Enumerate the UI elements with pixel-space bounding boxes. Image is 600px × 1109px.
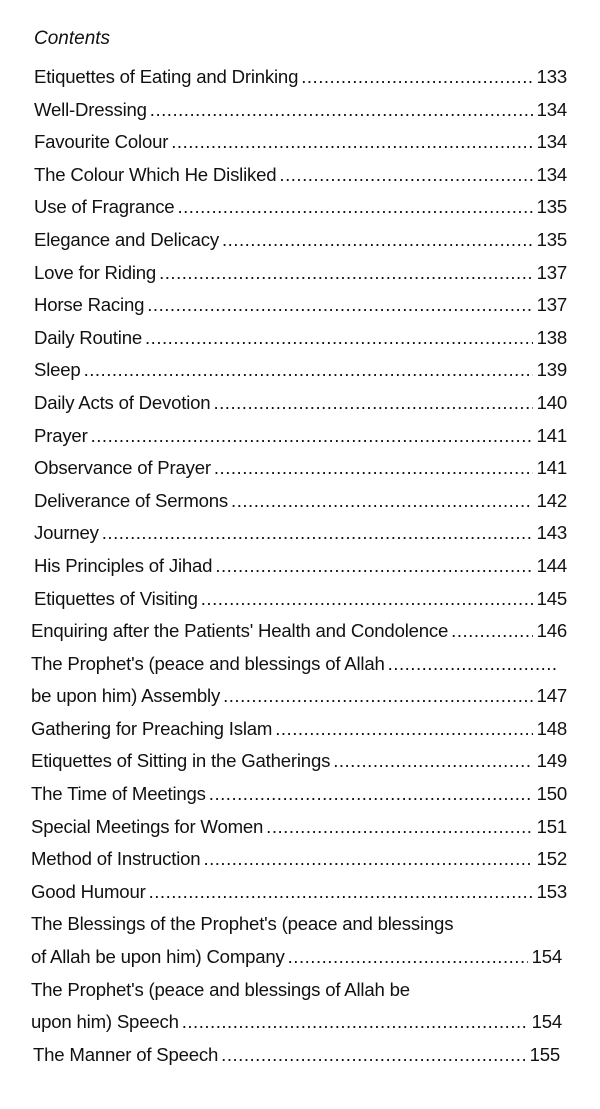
toc-entry-page-number: 139 bbox=[536, 359, 567, 381]
toc-entry-title: His Principles of Jihad bbox=[34, 554, 213, 576]
toc-entry bbox=[0, 159, 567, 192]
dot-leader bbox=[279, 159, 532, 192]
toc-entry bbox=[0, 843, 567, 876]
toc-entry bbox=[0, 615, 567, 648]
dot-leader bbox=[159, 257, 532, 290]
toc-entry-title: Well-Dressing bbox=[34, 98, 147, 120]
dot-leader bbox=[209, 778, 533, 811]
toc-entry bbox=[0, 583, 567, 616]
dot-leader bbox=[223, 680, 532, 713]
toc-entry bbox=[0, 1039, 560, 1072]
toc-entry-page-number: 135 bbox=[536, 196, 567, 218]
toc-entry-title: Use of Fragrance bbox=[34, 196, 175, 218]
toc-entry bbox=[0, 550, 567, 583]
toc-entry-title: The Manner of Speech bbox=[33, 1043, 219, 1065]
toc-entry bbox=[0, 974, 540, 1007]
toc-entry-page-number: 150 bbox=[536, 783, 567, 805]
toc-entry-page-number: 151 bbox=[536, 815, 567, 837]
dot-leader bbox=[388, 648, 556, 681]
toc-entry-title: Horse Racing bbox=[34, 294, 145, 316]
dot-leader bbox=[171, 126, 532, 159]
toc-entry-title: The Prophet's (peace and blessings of Allah be bbox=[31, 978, 410, 1000]
toc-entry-page-number: 134 bbox=[536, 98, 567, 120]
toc-entry bbox=[0, 648, 556, 681]
toc-entry bbox=[0, 778, 567, 811]
dot-leader bbox=[266, 811, 532, 844]
dot-leader bbox=[147, 289, 532, 322]
toc-entry-page-number: 144 bbox=[536, 554, 567, 576]
toc-entry bbox=[0, 517, 567, 550]
toc-entry-title: Good Humour bbox=[31, 880, 146, 902]
toc-entry-title: Etiquettes of Eating and Drinking bbox=[34, 66, 299, 87]
dot-leader bbox=[84, 354, 533, 387]
dot-leader bbox=[150, 94, 533, 127]
toc-entry bbox=[0, 322, 567, 355]
table-of-contents bbox=[0, 61, 600, 1071]
dot-leader bbox=[275, 713, 532, 746]
toc-entry-title: Daily Acts of Devotion bbox=[34, 391, 211, 413]
toc-entry bbox=[0, 94, 567, 127]
toc-entry-title: be upon him) Assembly bbox=[31, 685, 221, 707]
toc-entry-title: Method of Instruction bbox=[31, 848, 201, 870]
toc-entry bbox=[0, 452, 567, 485]
toc-entry bbox=[0, 61, 567, 94]
toc-entry-page-number: 155 bbox=[529, 1043, 560, 1065]
toc-entry-title: The Prophet's (peace and blessings of Allah bbox=[31, 652, 385, 674]
toc-entry-page-number: 154 bbox=[531, 1011, 562, 1033]
toc-entry bbox=[0, 485, 567, 518]
toc-entry bbox=[0, 420, 567, 453]
dot-leader bbox=[91, 420, 533, 453]
toc-entry bbox=[0, 387, 567, 420]
dot-leader bbox=[203, 843, 532, 876]
toc-entry-title: The Time of Meetings bbox=[31, 783, 206, 805]
toc-entry-page-number: 141 bbox=[536, 457, 567, 479]
toc-entry-title: of Allah be upon him) Company bbox=[31, 946, 285, 968]
toc-entry-page-number: 141 bbox=[536, 424, 567, 446]
toc-entry-page-number: 152 bbox=[536, 848, 567, 870]
toc-entry-page-number: 148 bbox=[536, 717, 567, 739]
dot-leader bbox=[288, 941, 528, 974]
toc-entry bbox=[0, 224, 567, 257]
toc-entry-title: The Colour Which He Disliked bbox=[34, 163, 277, 185]
toc-entry bbox=[0, 191, 567, 224]
contents-heading: Contents bbox=[34, 28, 111, 49]
toc-entry-title: Etiquettes of Visiting bbox=[34, 587, 198, 609]
dot-leader bbox=[102, 517, 533, 550]
toc-entry-title: Love for Riding bbox=[34, 261, 157, 283]
toc-entry-page-number: 137 bbox=[536, 261, 567, 283]
toc-entry-title: Journey bbox=[34, 522, 99, 544]
toc-entry-title: Deliverance of Sermons bbox=[34, 489, 229, 511]
toc-entry-title: Special Meetings for Women bbox=[31, 815, 264, 837]
dot-leader bbox=[149, 876, 533, 909]
toc-entry-title: Observance of Prayer bbox=[34, 457, 211, 479]
toc-entry-page-number: 143 bbox=[536, 522, 567, 544]
toc-entry bbox=[0, 354, 567, 387]
toc-entry-title: Prayer bbox=[34, 424, 88, 446]
toc-entry bbox=[0, 745, 567, 778]
toc-entry bbox=[0, 908, 540, 941]
toc-entry bbox=[0, 713, 567, 746]
dot-leader bbox=[231, 485, 533, 518]
toc-entry-page-number: 140 bbox=[536, 391, 567, 413]
toc-entry bbox=[0, 680, 567, 713]
dot-leader bbox=[177, 191, 532, 224]
toc-entry-page-number: 153 bbox=[536, 880, 567, 902]
toc-entry-title: Enquiring after the Patients' Health and Condolence bbox=[31, 620, 449, 642]
toc-entry-title: Elegance and Delicacy bbox=[34, 228, 219, 250]
toc-entry-page-number: 142 bbox=[536, 489, 567, 511]
dot-leader bbox=[222, 224, 533, 257]
dot-leader bbox=[145, 322, 533, 355]
dot-leader bbox=[201, 583, 533, 616]
toc-entry-title: Gathering for Preaching Islam bbox=[31, 717, 273, 739]
toc-entry bbox=[0, 811, 567, 844]
dot-leader bbox=[451, 615, 532, 648]
toc-entry bbox=[0, 1006, 562, 1039]
toc-entry-page-number: 149 bbox=[536, 750, 567, 772]
toc-entry-page-number: 135 bbox=[536, 228, 567, 250]
toc-entry-page-number: 137 bbox=[536, 294, 567, 316]
toc-entry-title: Sleep bbox=[34, 359, 81, 381]
toc-entry bbox=[0, 289, 567, 322]
toc-entry-page-number: 146 bbox=[536, 620, 567, 642]
toc-entry bbox=[0, 126, 567, 159]
toc-entry-page-number: 134 bbox=[536, 163, 567, 185]
toc-entry bbox=[0, 876, 567, 909]
toc-entry bbox=[0, 941, 562, 974]
toc-entry-title: Etiquettes of Sitting in the Gatherings bbox=[31, 750, 331, 772]
dot-leader bbox=[213, 387, 532, 420]
toc-entry-page-number: 147 bbox=[536, 685, 567, 707]
dot-leader bbox=[221, 1039, 525, 1072]
dot-leader bbox=[301, 61, 532, 94]
toc-entry-title: The Blessings of the Prophet's (peace and blessings bbox=[31, 913, 454, 935]
dot-leader bbox=[215, 550, 532, 583]
toc-entry-page-number: 134 bbox=[536, 131, 567, 153]
toc-entry-page-number: 138 bbox=[536, 326, 567, 348]
toc-entry-title: Favourite Colour bbox=[34, 131, 169, 153]
toc-entry-page-number: 145 bbox=[536, 587, 567, 609]
toc-entry-page-number: 154 bbox=[531, 946, 562, 968]
toc-entry-title: Daily Routine bbox=[34, 326, 142, 348]
dot-leader bbox=[214, 452, 533, 485]
dot-leader bbox=[182, 1006, 528, 1039]
toc-entry-title: upon him) Speech bbox=[31, 1011, 179, 1033]
toc-entry bbox=[0, 257, 567, 290]
toc-entry-page-number: 133 bbox=[536, 66, 567, 87]
dot-leader bbox=[333, 745, 532, 778]
